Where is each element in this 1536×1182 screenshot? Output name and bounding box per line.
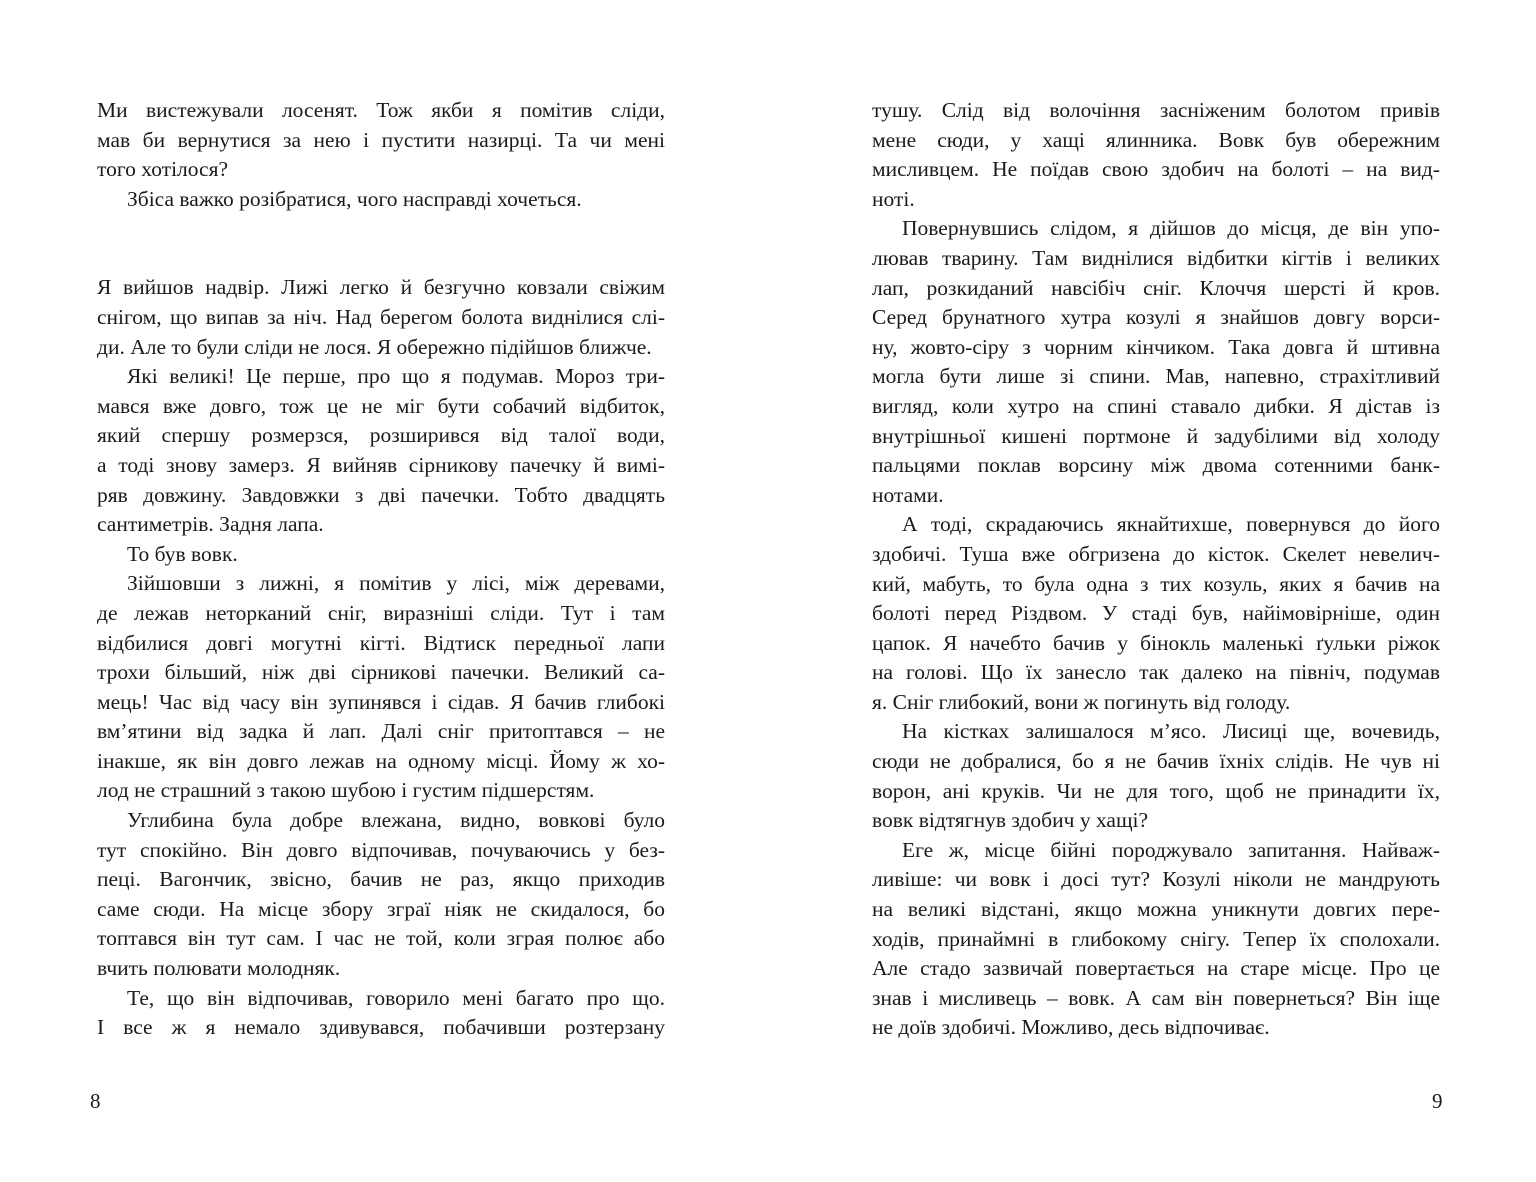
paragraph xyxy=(97,806,665,984)
text-line: кий, мабуть, то була одна з тих козуль, яких я бачив на xyxy=(872,571,1440,596)
text-line: Але стадо зазвичай повертається на старе місце. Про це xyxy=(872,956,1440,981)
text-line: який спершу розмерзся, розширився від талої води, xyxy=(97,423,665,448)
right-page-text xyxy=(872,96,1440,1043)
text-line: Ми вистежували лосенят. Тож якби я помітив сліди, xyxy=(97,98,665,122)
paragraph xyxy=(872,96,1440,214)
paragraph xyxy=(97,984,665,1043)
text-line: тут спокійно. Він довго відпочивав, почуваючись у без- xyxy=(97,837,665,862)
text-line: мисливцем. Не поїдав свою здобич на болоті – на вид- xyxy=(872,157,1440,182)
text-line: лап, розкиданий навсібіч сніг. Клоччя шерсті й кров. xyxy=(872,275,1440,300)
text-line: трохи більший, ніж дві сірникові пачечки. Великий са- xyxy=(97,660,665,685)
text-line: де лежав неторканий сніг, виразніші сліди. Тут і там xyxy=(97,600,665,625)
text-line: Які великі! Це перше, про що я подумав. Мороз три- xyxy=(127,364,665,389)
paragraph xyxy=(97,362,665,540)
text-line: Серед брунатного хутра козулі я знайшов довгу ворси- xyxy=(872,305,1440,330)
paragraph xyxy=(97,185,665,215)
paragraph xyxy=(872,836,1440,1043)
text-line: На кістках залишалося м’ясо. Лисиці ще, вочевидь, xyxy=(902,719,1440,744)
text-line: Еге ж, місце бійні породжувало запитання. Найваж- xyxy=(902,837,1440,862)
text-line: вчить полювати молодняк. xyxy=(97,956,341,981)
text-line: пеці. Вагончик, звісно, бачив не раз, якщо приходив xyxy=(97,867,665,892)
text-line: вовк відтягнув здобич у хащі? xyxy=(872,808,1149,833)
text-line: ди. Але то були сліди не лося. Я обережно підійшов ближче. xyxy=(97,334,652,359)
left-page-text xyxy=(97,96,665,1043)
text-line: мався вже довго, тож це не міг бути собачий відбиток, xyxy=(97,393,665,418)
text-line: я. Сніг глибокий, вони ж погинуть від голоду. xyxy=(872,689,1291,714)
text-line: цапок. Я начебто бачив у бінокль маленькі ґульки ріжок xyxy=(872,630,1440,655)
section-break xyxy=(97,214,665,273)
text-line: сантиметрів. Задня лапа. xyxy=(97,512,324,537)
text-line: інакше, як він довго лежав на одному місці. Йому ж хо- xyxy=(97,748,665,773)
text-line: не доїв здобичі. Можливо, десь відпочиває. xyxy=(872,1015,1270,1040)
text-line: нотами. xyxy=(872,482,944,507)
text-line: внутрішньої кишені портмоне й задубілими від холоду xyxy=(872,423,1440,448)
text-line: сюди не добралися, бо я не бачив їхніх слідів. Не чув ні xyxy=(872,749,1440,774)
text-line: на голові. Що їх занесло так далеко на північ, подумав xyxy=(872,660,1440,685)
paragraph xyxy=(97,273,665,362)
text-line: Зійшовши з лижні, я помітив у лісі, між деревами, xyxy=(127,571,665,596)
text-line: вигляд, коли хутро на спині ставало дибки. Я дістав із xyxy=(872,393,1440,418)
text-line: Я вийшов надвір. Лижі легко й безгучно ковзали свіжим xyxy=(97,275,665,300)
text-line: Збіса важко розібратися, чого насправді хочеться. xyxy=(127,186,582,211)
text-line: А тоді, скрадаючись якнайтихше, повернувся до його xyxy=(902,512,1440,537)
text-line: а тоді знову замерз. Я вийняв сірникову пачечку й вимі- xyxy=(97,452,665,477)
text-line: ну, жовто-сіру з чорним кінчиком. Така довга й штивна xyxy=(872,334,1440,359)
paragraph xyxy=(872,214,1440,510)
text-line: могла бути лише зі спини. Мав, напевно, страхітливий xyxy=(872,364,1440,389)
paragraph xyxy=(872,510,1440,717)
text-line: лод не страшний з такою шубою і густим підшерстям. xyxy=(97,778,595,803)
text-line: відбилися довгі могутні кігті. Відтиск передньої лапи xyxy=(97,630,665,655)
text-line: топтався він тут сам. І час не той, коли зграя полює або xyxy=(97,926,665,951)
text-line: І все ж я немало здивувався, побачивши розтерзану xyxy=(97,1015,665,1040)
text-line: мене сюди, у хащі ялинника. Вовк був обережним xyxy=(872,127,1440,152)
paragraph xyxy=(97,96,665,185)
paragraph xyxy=(97,540,665,570)
text-line: Повернувшись слідом, я дійшов до місця, де він упо- xyxy=(902,216,1440,241)
text-line: ворон, ані круків. Чи не для того, щоб не принадити їх, xyxy=(872,778,1440,803)
text-line: ноті. xyxy=(872,186,915,211)
paragraph xyxy=(97,569,665,806)
text-line: мець! Час від часу він зупинявся і сідав. Я бачив глибокі xyxy=(97,689,665,714)
text-line: ряв довжину. Завдовжки з дві пачечки. Тобто двадцять xyxy=(97,482,665,507)
text-line: вм’ятини від задка й лап. Далі сніг притоптався – не xyxy=(97,719,665,744)
right-page-number: 9 xyxy=(1432,1089,1443,1113)
text-line: пальцями поклав ворсину між двома сотенними банк- xyxy=(872,453,1440,478)
text-line: на великі відстані, якщо можна уникнути довгих пере- xyxy=(872,897,1440,922)
text-line: ливіше: чи вовк і досі тут? Козулі ніколи не мандрують xyxy=(872,867,1440,892)
text-line: саме сюди. На місце збору зграї ніяк не скидалося, бо xyxy=(97,896,665,921)
text-line: того хотілося? xyxy=(97,157,229,182)
text-line: ходів, принаймні в глибокому снігу. Тепер їх сполохали. xyxy=(872,926,1440,951)
text-line: здобичі. Туша вже обгризена до кісток. Скелет невелич- xyxy=(872,541,1440,566)
paragraph xyxy=(872,717,1440,835)
left-page-number: 8 xyxy=(90,1089,101,1113)
text-line: мав би вернутися за нею і пустити назирці. Та чи мені xyxy=(97,127,665,152)
text-line: снігом, що випав за ніч. Над берегом болота виднілися слі- xyxy=(97,304,665,329)
text-line: Углибина була добре влежана, видно, вовкові було xyxy=(127,808,665,833)
text-line: Те, що він відпочивав, говорило мені багато про що. xyxy=(127,985,665,1010)
text-line: знав і мисливець – вовк. А сам він повернеться? Він іще xyxy=(872,985,1440,1010)
text-line: То був вовк. xyxy=(127,541,238,566)
text-line: болоті перед Різдвом. У стаді був, найімовірніше, один xyxy=(872,601,1440,626)
text-line: лював тварину. Там виднілися відбитки кігтів і великих xyxy=(872,245,1440,270)
text-line: тушу. Слід від волочіння засніженим болотом привів xyxy=(872,98,1440,122)
